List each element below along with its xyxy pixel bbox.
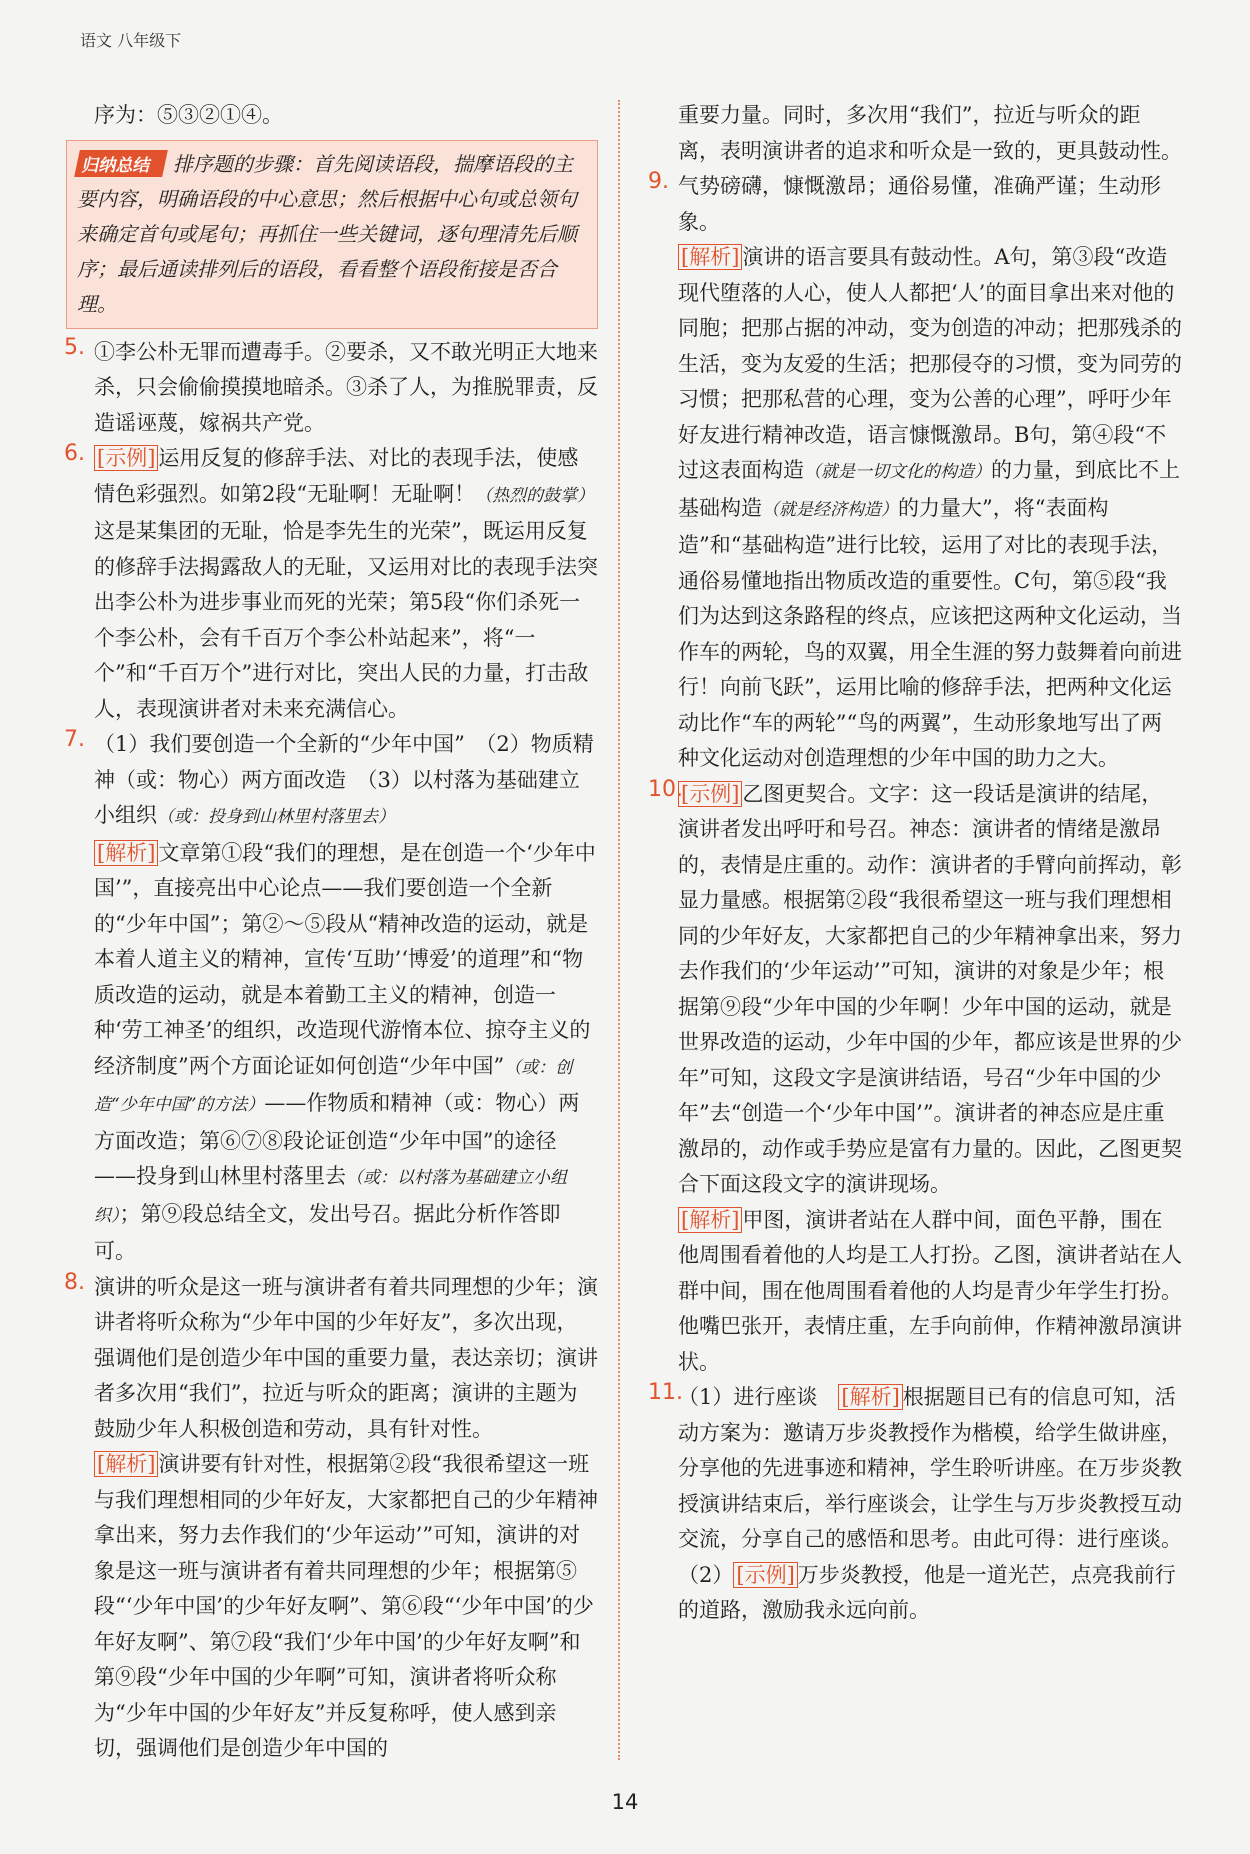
- question-number: 10.: [648, 776, 683, 802]
- right-column: [642, 98, 1182, 1629]
- answer-text-2: [678, 1558, 1182, 1629]
- page-header: 语文 八年级下: [80, 31, 182, 50]
- answer-text: ①李公朴无罪而遭毒手。②要杀，又不敢光明正大地来杀，只会偷偷摸摸地暗杀。③杀了人，为推脱罪责，反造谣诬蔑，嫁祸共产党。: [94, 339, 598, 435]
- answer-text: [678, 1380, 1182, 1558]
- text-segment: 万步炎教授，他是一道光芒，点亮我前行的道路，激励我永远向前。: [678, 1562, 1176, 1622]
- text-segment: 的力量，到底比不上基础构造: [678, 458, 1180, 520]
- order-answer: 序为：⑤③②①④。: [94, 103, 283, 127]
- text-segment: （1）进行座谈: [678, 1385, 839, 1409]
- text-segment: 乙图更契合。文字：这一段话是演讲的结尾，演讲者发出呼吁和号召。神态：演讲者的情绪是激昂的，表情是庄重的。动作：演讲者的手臂向前挥动，彰显力量感。根据第②段“我很希望这一班与我们理想相同的少年好友，大家都把自己的少年精神拿出来，努力去作我们的‘少年运动’”可知，演讲的对象是少年；根据第⑨段“少年中国的少年啊！少年中国的运动，就是世界改造的运动，少年中国的少年，都应该是世界的少年”可知，这段文字是演讲结语，号召“少年中国的少年”去“创造一个‘少年中国’”。演讲者的神态应是庄重激昂的，动作或手势应是富有力量的。因此，乙图更契合下面这段文字的演讲现场。: [678, 781, 1182, 1196]
- answer-text: [94, 727, 598, 836]
- answer-text: 气势磅礴，慷慨激昂；通俗易懂，准确严谨；生动形象。: [678, 174, 1161, 234]
- text-segment: 演讲的语言要具有鼓动性。A句，第③段“改造现代堕落的人心，使人人都把‘人’的面目拿出来对他的同胞；把那占据的冲动，变为创造的冲动；把那残杀的生活，变为友爱的生活；把那侵夺的习惯，变为同劳的习惯；把那私营的心理，变为公善的心理”，呼吁少年好友进行精神改造，语言慷慨激昂。B句，第④段“不过这表面构造: [678, 245, 1182, 482]
- question-number: 7.: [64, 727, 85, 752]
- answer-text: 演讲的听众是这一班与演讲者有着共同理想的少年；演讲者将听众称为“少年中国的少年好友”，多次出现，强调他们是创造少年中国的重要力量，表达亲切；演讲者多次用“我们”，拉近与听众的距离；演讲的主题为鼓励少年人积极创造和劳动，具有针对性。: [94, 1274, 598, 1441]
- text-segment: 这是某集团的无耻，恰是李先生的光荣”，既运用反复的修辞手法揭露敌人的无耻，又运用对比的表现手法突出李公朴为进步事业而死的光荣；第5段“你们杀死一个李公朴，会有千百万个李公朴站起来”，将“一个”和“千百万个”进行对比，突出人民的力量，打击敌人，表现演讲者对未来充满信心。: [94, 519, 598, 721]
- text-segment: 文章第①段“我们的理想，是在创造一个‘少年中国’”，直接亮出中心论点——我们要创造一个全新的“少年中国”；第②～⑤段从“精神改造的运动，就是本着人道主义的精神，宣传‘互助’‘博爱’的道理”和“物质改造的运动，就是本着勤工主义的精神，创造一种‘劳工神圣’的组织，改造现代游惰本位、掠夺主义的经济制度”两个方面论证如何创造“少年中国”: [94, 840, 596, 1078]
- analysis-text: [94, 836, 598, 1270]
- text-segment: 的力量大”，将“表面构造”和“基础构造”进行比较，运用了对比的表现手法，通俗易懂地指出物质改造的重要性。C句，第⑤段“我们为达到这条路程的终点，应该把这两种文化运动，当作车的两轮，鸟的双翼，用全生涯的努力鼓舞着向前进行！向前飞跃”，运用比喻的修辞手法，把两种文化运动比作“车的两轮”“鸟的两翼”，生动形象地写出了两种文化运动对创造理想的少年中国的助力之大。: [678, 495, 1182, 770]
- analysis-tag: [解析]: [94, 1451, 158, 1477]
- left-column: [58, 98, 598, 1767]
- answer-5: [58, 335, 598, 442]
- summary-box: [66, 140, 598, 329]
- analysis-tag: [解析]: [678, 244, 742, 270]
- question-number: 9.: [648, 169, 669, 194]
- continued-text: 重要力量。同时，多次用“我们”，拉近与听众的距离，表明演讲者的追求和听众是一致的，更具鼓动性。: [678, 103, 1182, 163]
- alt-note: （就是一切文化的构造）: [804, 462, 991, 482]
- text-segment: 运用反复的修辞手法、对比的表现手法，使感情色彩强烈。如第2段“无耻啊！无耻啊！: [94, 446, 579, 506]
- alt-note: （就是经济构造）: [762, 499, 898, 520]
- alt-note: （或：投身到山林里村落里去）: [157, 807, 395, 827]
- question-number: 8.: [64, 1269, 85, 1295]
- example-tag: [示例]: [94, 445, 158, 471]
- text-segment: ——作物质和精神（或：物心）两方面改造；第⑥⑦⑧段论证创造“少年中国”的途径——投身到山林里村落里去: [94, 1091, 580, 1188]
- analysis-text: [678, 1203, 1182, 1381]
- stage-note: （热烈的鼓掌）: [475, 485, 595, 506]
- answer-text: [94, 441, 598, 727]
- example-tag: [示例]: [733, 1562, 797, 1588]
- question-number: 5.: [64, 334, 85, 360]
- summary-text: 排序题的步骤：首先阅读语段，揣摩语段的主要内容，明确语段的中心意思；然后根据中心句或总领句来确定首句或尾句；再抓住一些关键词，逐句理清先后顺序；最后通读排列后的语段，看看整个语段衔接是否合理。: [77, 151, 577, 316]
- analysis-tag: [解析]: [678, 1207, 742, 1233]
- answer-7: [58, 727, 598, 1270]
- column-divider: [618, 100, 620, 1760]
- answer-9: [642, 169, 1182, 777]
- analysis-tag: [解析]: [838, 1384, 902, 1410]
- answer-10: [642, 777, 1182, 1381]
- text-segment: （1）我们要创造一个全新的“少年中国” （2）物质精神（或：物心）两方面改造 （3）以村落为基础建立小组织: [94, 732, 594, 827]
- text-segment: ；第⑨段总结全文，发出号召。据此分析作答即可。: [94, 1201, 561, 1263]
- example-tag: [示例]: [678, 781, 742, 807]
- text-segment: （2）: [678, 1562, 734, 1587]
- alt-note: （或：以村落为基础建立小组织）: [94, 1168, 567, 1226]
- analysis-text: [94, 1447, 598, 1767]
- answer-11: [642, 1380, 1182, 1629]
- question-number: 11.: [648, 1380, 683, 1405]
- alt-note: （或：创造“少年中国”的方法）: [94, 1057, 573, 1115]
- question-number: 6.: [64, 441, 85, 466]
- text-segment: 甲图，演讲者站在人群中间，面色平静，围在他周围看着他的人均是工人打扮。乙图，演讲者站在人群中间，围在他周围看着他的人均是青少年学生打扮。他嘴巴张开，表情庄重，左手向前伸，作精神激昂演讲状。: [678, 1207, 1182, 1374]
- summary-label: 归纳总结: [74, 150, 168, 177]
- analysis-tag: [解析]: [94, 840, 158, 866]
- text-segment: 根据题目已有的信息可知，活动方案为：邀请万步炎教授作为楷模，给学生做讲座，分享他的先进事迹和精神，学生聆听讲座。在万步炎教授演讲结束后，举行座谈会，让学生与万步炎教授互动交流，分享自己的感悟和思考。由此可得：进行座谈。: [678, 1385, 1182, 1551]
- analysis-text: [678, 240, 1182, 777]
- answer-8: [58, 1270, 598, 1767]
- answer-6: [58, 441, 598, 727]
- answer-text: [678, 777, 1182, 1203]
- page-number: 14: [611, 1790, 639, 1814]
- text-segment: 演讲要有针对性，根据第②段“我很希望这一班与我们理想相同的少年好友，大家都把自己的少年精神拿出来，努力去作我们的‘少年运动’”可知，演讲的对象是这一班与演讲者有着共同理想的少年；根据第⑤段“‘少年中国’的少年好友啊”、第⑥段“‘少年中国’的少年好友啊”、第⑦段“我们‘少年中国’的少年好友啊”和第⑨段“少年中国的少年啊”可知，演讲者将听众称为“少年中国的少年好友”并反复称呼，使人感到亲切，强调他们是创造少年中国的: [94, 1452, 598, 1760]
